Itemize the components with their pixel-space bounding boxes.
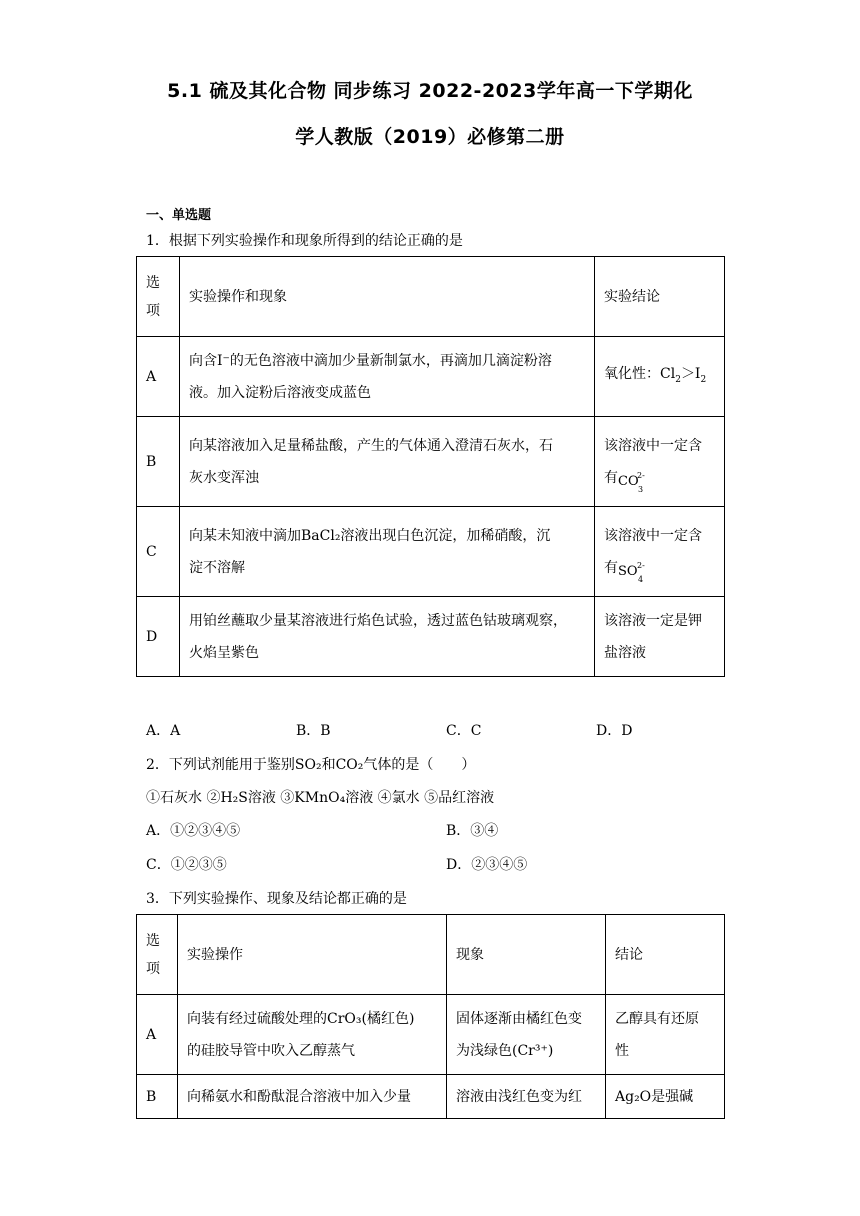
conclusion-line: 盐溶液	[604, 644, 646, 661]
conclusion-text: 氧化性：Cl	[604, 365, 676, 382]
row-operation: 向稀氨水和酚酞混合溶液中加入少量	[178, 1075, 447, 1119]
q2-choice-d[interactable]: D．②③④⑤	[446, 857, 528, 873]
header-operation: 实验操作和现象	[180, 257, 595, 337]
operation-line: 向含I⁻的无色溶液中滴加少量新制氯水，再滴加几滴淀粉溶	[189, 352, 552, 369]
row-conclusion: Ag₂O是强碱	[606, 1075, 725, 1119]
q2-choice-a[interactable]: A．①②③④⑤	[146, 823, 241, 839]
question-2-reagents: ①石灰水 ②H₂S溶液 ③KMnO₄溶液 ④氯水 ⑤品红溶液	[146, 790, 495, 806]
row-operation	[180, 507, 595, 597]
row-conclusion	[595, 417, 725, 507]
conclusion-line: 性	[615, 1042, 629, 1059]
question-1-table	[136, 256, 725, 677]
row-option: A	[137, 337, 180, 417]
header-phenomenon: 现象	[447, 915, 606, 995]
conclusion-line: 该溶液中一定含	[604, 527, 702, 544]
operation-line: 向某未知液中滴加BaCl₂溶液出现白色沉淀，加稀硝酸，沉	[189, 527, 551, 544]
question-1-stem: 1．根据下列实验操作和现象所得到的结论正确的是	[146, 233, 463, 249]
operation-line: 淀不溶解	[189, 559, 245, 576]
conclusion-line: 该溶液中一定含	[604, 437, 702, 454]
conclusion-line: 乙醇具有还原	[615, 1010, 699, 1027]
header-conclusion: 结论	[606, 915, 725, 995]
q1-choice-d[interactable]: D．D	[596, 723, 633, 739]
conclusion-line: 有 SO 2- 4	[604, 552, 715, 584]
document-title-line-2: 学人教版（2019）必修第二册	[295, 126, 565, 148]
row-operation	[180, 337, 595, 417]
table-row	[137, 1075, 725, 1119]
conclusion-text: ＞I	[680, 365, 701, 382]
question-3-stem: 3．下列实验操作、现象及结论都正确的是	[146, 891, 407, 907]
operation-line: 火焰呈紫色	[189, 644, 259, 661]
row-option: C	[137, 507, 180, 597]
row-operation	[180, 417, 595, 507]
operation-line: 灰水变浑浊	[189, 469, 259, 486]
table-header-row	[137, 257, 725, 337]
header-option: 选项	[137, 915, 178, 995]
conclusion-line: 该溶液一定是钾	[604, 612, 702, 629]
operation-line: 液。加入淀粉后溶液变成蓝色	[189, 384, 371, 401]
row-operation	[180, 597, 595, 677]
row-option: B	[137, 1075, 178, 1119]
table-header-row	[137, 915, 725, 995]
table-row	[137, 337, 725, 417]
conclusion-line: 有 CO 2- 3	[604, 462, 715, 494]
row-option: D	[137, 597, 180, 677]
q2-choice-b[interactable]: B．③④	[446, 823, 499, 839]
q2-choice-c[interactable]: C．①②③⑤	[146, 857, 227, 873]
table-row	[137, 507, 725, 597]
header-conclusion: 实验结论	[595, 257, 725, 337]
table-row	[137, 597, 725, 677]
header-operation: 实验操作	[178, 915, 447, 995]
phenomenon-line: 为浅绿色(Cr³⁺)	[456, 1042, 554, 1059]
operation-line: 用铂丝蘸取少量某溶液进行焰色试验，透过蓝色钴玻璃观察，	[189, 612, 567, 629]
question-2-stem: 2．下列试剂能用于鉴别SO₂和CO₂气体的是（ ）	[146, 757, 476, 773]
table-row	[137, 417, 725, 507]
document-title-line-1: 5.1 硫及其化合物 同步练习 2022-2023学年高一下学期化	[167, 80, 693, 102]
row-option: A	[137, 995, 178, 1075]
q1-choice-a[interactable]: A．A	[146, 723, 181, 739]
row-operation	[178, 995, 447, 1075]
table-row	[137, 995, 725, 1075]
operation-line: 的硅胶导管中吹入乙醇蒸气	[187, 1042, 355, 1059]
operation-line: 向某溶液加入足量稀盐酸，产生的气体通入澄清石灰水，石	[189, 437, 553, 454]
row-conclusion	[606, 995, 725, 1075]
carbonate-ion-formula: CO 2- 3	[618, 470, 645, 494]
question-3-table	[136, 914, 725, 1119]
phenomenon-line: 固体逐渐由橘红色变	[456, 1010, 582, 1027]
row-conclusion	[595, 507, 725, 597]
row-conclusion: 氧化性：$Cl_2>I_2$	[595, 337, 725, 417]
row-phenomenon: 溶液由浅红色变为红	[447, 1075, 606, 1119]
section-heading: 一、单选题	[146, 208, 212, 223]
operation-line: 向装有经过硫酸处理的CrO₃(橘红色)	[187, 1010, 415, 1027]
header-option: 选项	[137, 257, 180, 337]
row-phenomenon	[447, 995, 606, 1075]
q1-choice-c[interactable]: C．C	[446, 723, 482, 739]
q1-choice-b[interactable]: B．B	[296, 723, 331, 739]
sulfate-ion-formula: SO 2- 4	[618, 560, 645, 584]
row-option: B	[137, 417, 180, 507]
row-conclusion	[595, 597, 725, 677]
